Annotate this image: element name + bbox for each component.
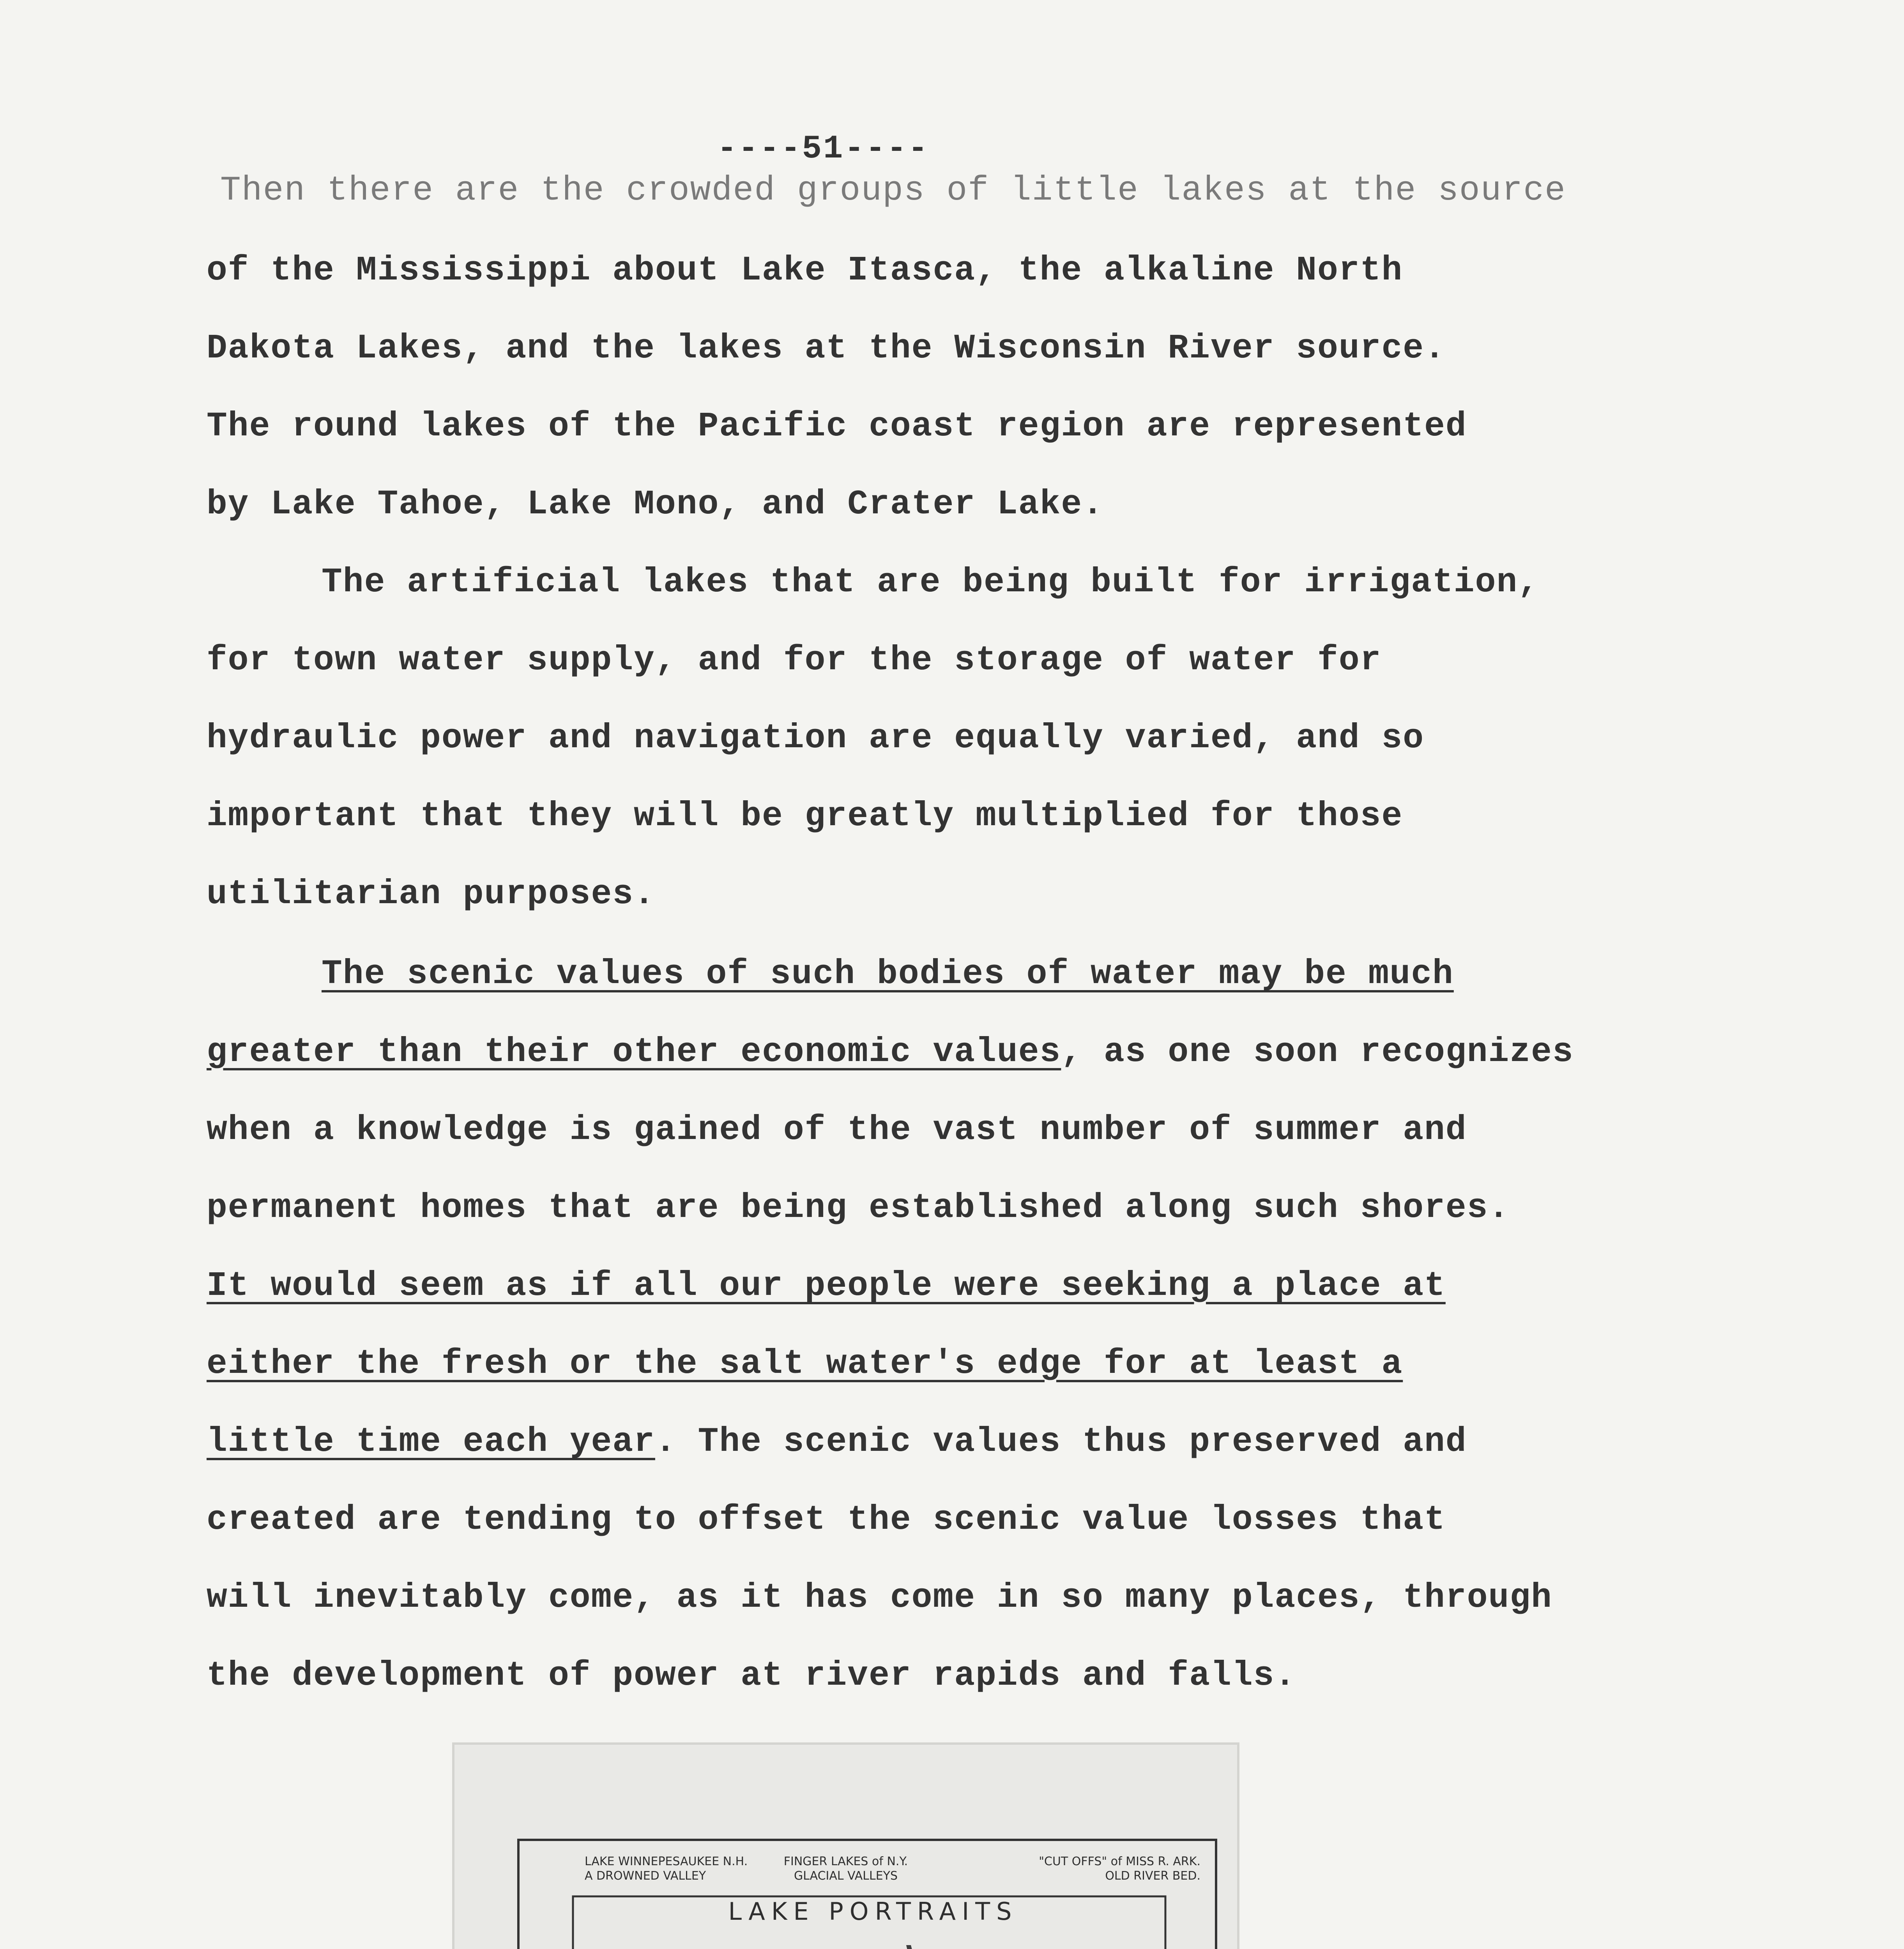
text-line: by Lake Tahoe, Lake Mono, and Crater Lake.	[207, 485, 1104, 524]
caption-top-3-line1: "CUT OFFS" of MISS R. ARK.	[1039, 1855, 1200, 1868]
caption-top-2-line2: GLACIAL VALLEYS	[794, 1869, 898, 1883]
text-line-underlined: It would seem as if all our people were seeking a place at	[207, 1267, 1446, 1305]
text-line: Dakota Lakes, and the lakes at the Wisconsin River source.	[207, 329, 1446, 368]
text-line: The round lakes of the Pacific coast region are represented	[207, 407, 1467, 446]
text-line-underlined: either the fresh or the salt water's edge for at least a	[207, 1345, 1403, 1383]
text-line	[207, 1423, 1467, 1461]
text-line	[207, 1033, 1574, 1072]
caption-top-2-line1: FINGER LAKES of N.Y.	[783, 1855, 908, 1868]
text-line: will inevitably come, as it has come in so many places, through	[207, 1579, 1552, 1617]
caption-top-1-line1: LAKE WINNEPESAUKEE N.H.	[585, 1855, 748, 1868]
text-line: for town water supply, and for the storage of water for	[207, 641, 1382, 680]
text-line: permanent homes that are being established along such shores.	[207, 1189, 1510, 1227]
figure-title: LAKE PORTRAITS	[728, 1897, 1018, 1926]
text-line: Then there are the crowded groups of little lakes at the source	[220, 172, 1566, 210]
text-line: of the Mississippi about Lake Itasca, the alkaline North	[207, 251, 1403, 290]
text-line: important that they will be greatly multiplied for those	[207, 797, 1403, 836]
text-line: utilitarian purposes.	[207, 875, 655, 914]
text-line: The artificial lakes that are being built for irrigation,	[322, 563, 1540, 602]
text-line: when a knowledge is gained of the vast number of summer and	[207, 1111, 1467, 1150]
page-number: ----51----	[717, 131, 930, 168]
underlined-phrase: little time each year	[207, 1423, 655, 1461]
caption-top-3-line2: OLD RIVER BED.	[1105, 1869, 1200, 1883]
text-line-underlined: The scenic values of such bodies of water may be much	[322, 955, 1454, 994]
lake-portraits-photo	[452, 1742, 1239, 1949]
finger-lake-shape	[906, 1945, 916, 1949]
underlined-phrase: greater than their other economic values	[207, 1033, 1061, 1072]
text-line: created are tending to offset the scenic value losses that	[207, 1501, 1446, 1539]
lake-portraits-card	[452, 1742, 1239, 1949]
caption-top-1-line2: A DROWNED VALLEY	[585, 1869, 706, 1883]
text-line: the development of power at river rapids and falls.	[207, 1657, 1296, 1695]
line-remainder: , as one soon recognizes	[1061, 1033, 1574, 1072]
line-remainder: . The scenic values thus preserved and	[655, 1423, 1467, 1461]
text-line: hydraulic power and navigation are equally varied, and so	[207, 719, 1425, 758]
